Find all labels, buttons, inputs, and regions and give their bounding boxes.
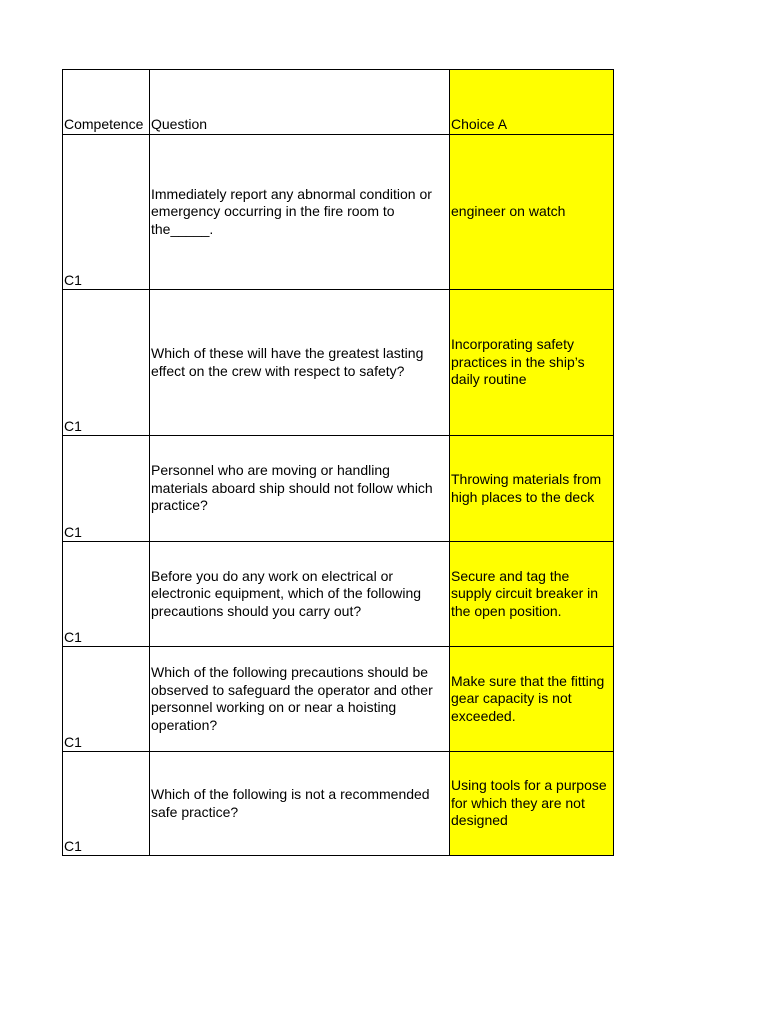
question-cell[interactable]: Which of these will have the greatest lasting effect on the crew with respect to safety? <box>150 290 450 436</box>
table-row <box>63 290 614 436</box>
competence-cell[interactable]: C1 <box>63 647 150 752</box>
competence-cell[interactable]: C1 <box>63 135 150 290</box>
question-cell[interactable]: Immediately report any abnormal condition or emergency occurring in the fire room to the_____. <box>150 135 450 290</box>
choice-a-cell[interactable]: engineer on watch <box>450 135 614 290</box>
table-row <box>63 135 614 290</box>
competence-cell[interactable]: C1 <box>63 542 150 647</box>
choice-a-cell[interactable]: Throwing materials from high places to the deck <box>450 436 614 542</box>
choice-a-cell[interactable]: Incorporating safety practices in the ship’s daily routine <box>450 290 614 436</box>
competence-cell[interactable]: C1 <box>63 436 150 542</box>
choice-a-cell[interactable]: Make sure that the fitting gear capacity is not exceeded. <box>450 647 614 752</box>
question-cell[interactable]: Which of the following precautions should be observed to safeguard the operator and other personnel working on or near a hoisting operation? <box>150 647 450 752</box>
table-row <box>63 436 614 542</box>
choice-a-cell[interactable]: Using tools for a purpose for which they are not designed <box>450 752 614 856</box>
question-cell[interactable]: Before you do any work on electrical or electronic equipment, which of the following precautions should you carry out? <box>150 542 450 647</box>
header-competence[interactable]: Competence <box>63 70 150 135</box>
spreadsheet-table <box>62 69 614 856</box>
question-cell[interactable]: Personnel who are moving or handling materials aboard ship should not follow which practice? <box>150 436 450 542</box>
competence-cell[interactable]: C1 <box>63 290 150 436</box>
question-cell[interactable]: Which of the following is not a recommended safe practice? <box>150 752 450 856</box>
table-row <box>63 542 614 647</box>
competence-cell[interactable]: C1 <box>63 752 150 856</box>
header-row <box>63 70 614 135</box>
header-question[interactable]: Question <box>150 70 450 135</box>
header-choice-a[interactable]: Choice A <box>450 70 614 135</box>
table-row <box>63 647 614 752</box>
choice-a-cell[interactable]: Secure and tag the supply circuit breaker in the open position. <box>450 542 614 647</box>
table-row <box>63 752 614 856</box>
